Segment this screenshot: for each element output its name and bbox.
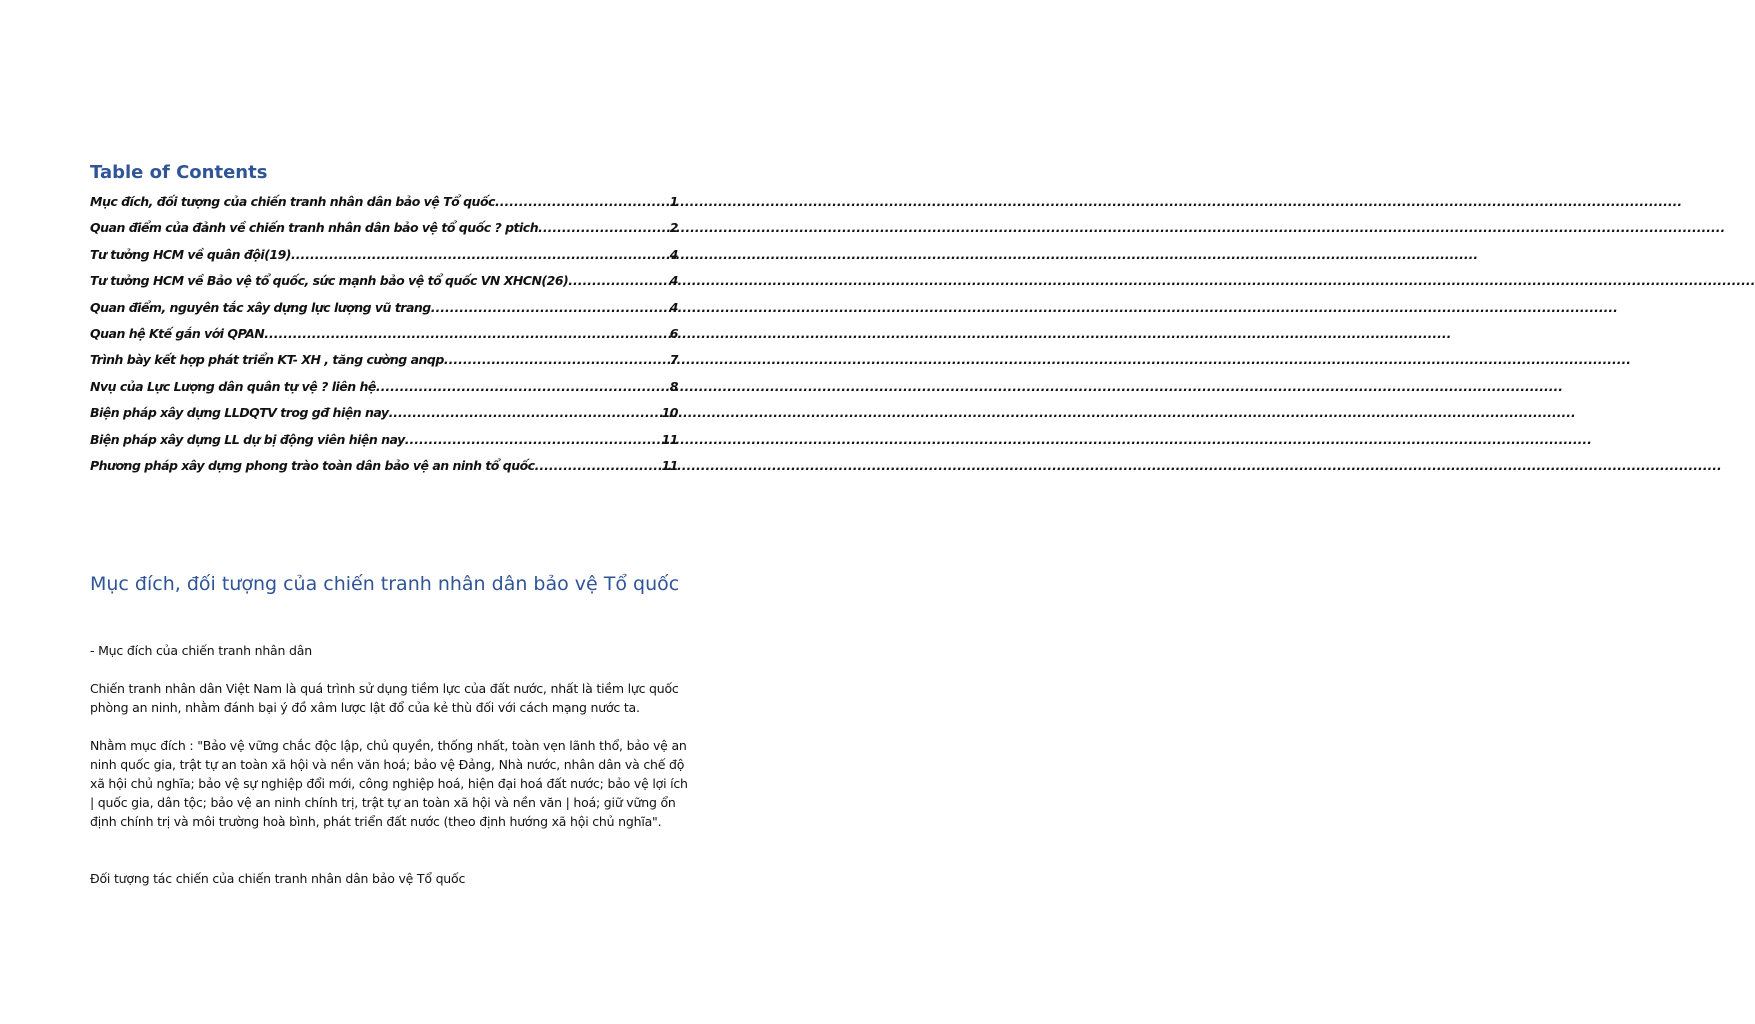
table-of-contents [90,194,678,484]
body-paragraph: Chiến tranh nhân dân Việt Nam là quá trình sử dụng tiềm lực của đất nước, nhất là tiềm lực quốc phòng an ninh, nhằm đánh bại ý đồ xâm lược lật đổ của kẻ thù đối với cách mạng nước ta. [90,681,679,715]
toc-entry-text: Tư tưởng HCM về quân đội(19) [90,246,292,262]
toc-entry-page: 6 [669,325,678,341]
toc-leader-dots [568,273,670,288]
toc-entry-text: Biện pháp xây dựng LLDQTV trog gđ hiện nay [90,405,389,421]
toc-entry[interactable] [90,432,678,458]
toc-entry-page: 11 [661,457,678,473]
toc-entry-text: Phương pháp xây dựng phong trào toàn dân bảo vệ an ninh tổ quốc [90,457,535,473]
toc-leader-dots [291,247,670,262]
toc-leader-dots [389,405,662,420]
toc-entry[interactable] [90,405,678,431]
toc-entry[interactable] [90,194,678,220]
toc-entry[interactable] [90,326,678,352]
toc-title: Table of Contents [90,162,268,183]
toc-entry[interactable] [90,273,678,299]
toc-entry-text: Quan điểm, nguyên tắc xây dựng lực lượng vũ trang [90,299,431,315]
toc-entry-text: Tư tưởng HCM về Bảo vệ tổ quốc, sức mạnh bảo vệ tổ quốc VN XHCN(26) [90,273,569,289]
toc-entry[interactable] [90,458,678,484]
toc-entry-page: 11 [661,431,678,447]
toc-leader-dots [495,194,670,209]
toc-entry-text: Trình bày kết hợp phát triển KT- XH , tăng cường anqp [90,352,444,368]
toc-entry[interactable] [90,352,678,378]
toc-entry[interactable] [90,247,678,273]
toc-entry-page: 8 [669,378,678,394]
toc-entry-page: 4 [669,299,678,315]
toc-entry-text: Quan điểm của đảnh về chiến tranh nhân dân bảo vệ tổ quốc ? ptich [90,220,539,236]
toc-leader-dots [538,220,670,235]
toc-entry-page: 7 [669,352,678,368]
body-paragraph: Nhằm mục đích : "Bảo vệ vững chắc độc lập, chủ quyền, thống nhất, toàn vẹn lãnh thổ, bảo vệ an ninh quốc gia, trật tự an toàn xã hội và nền văn hoá; bảo vệ Đảng, Nhà nước, nhân dân và chế độ xã hội chủ nghĩa; bảo vệ sự nghiệp đổi mới, công nghiệp hoá, hiện đại hoá đất nước; bảo vệ lợi ích | quốc gia, dân tộc; bảo vệ an ninh chính trị, trật tự an toàn xã hội và nền văn | hoá; giữ vững ổn định chính trị và môi trường hoà bình, phát triển đất nước (theo định hướng xã hội chủ nghĩa". [90,738,688,829]
toc-entry-text: Biện pháp xây dựng LL dự bị động viên hiện nay [90,431,405,447]
toc-entry-text: Nvụ của Lực Lượng dân quân tự vệ ? liên hệ [90,378,376,394]
toc-entry-page: 4 [669,246,678,262]
body-paragraph: Đối tượng tác chiến của chiến tranh nhân dân bảo vệ Tổ quốc [90,871,466,886]
toc-leader-dots [444,352,670,367]
toc-entry-page: 10 [661,405,678,421]
document-page [0,0,768,1024]
toc-entry[interactable] [90,300,678,326]
toc-entry-text: Quan hệ Ktế gắn với QPAN [90,325,265,341]
toc-entry-page: 4 [669,273,678,289]
toc-entry[interactable] [90,379,678,405]
toc-leader-dots [264,326,670,341]
toc-leader-dots [376,379,670,394]
body-paragraph: - Mục đích của chiến tranh nhân dân [90,643,312,658]
toc-entry-page: 2 [669,220,678,236]
toc-entry-text: Mục đích, đối tượng của chiến tranh nhân dân bảo vệ Tổ quốc [90,194,495,209]
toc-entry-page: 1 [669,194,678,209]
section-heading: Mục đích, đối tượng của chiến tranh nhân dân bảo vệ Tổ quốc [90,573,680,595]
toc-leader-dots [535,458,662,473]
toc-leader-dots [405,432,662,447]
toc-entry[interactable] [90,220,678,246]
toc-leader-dots [431,300,670,315]
